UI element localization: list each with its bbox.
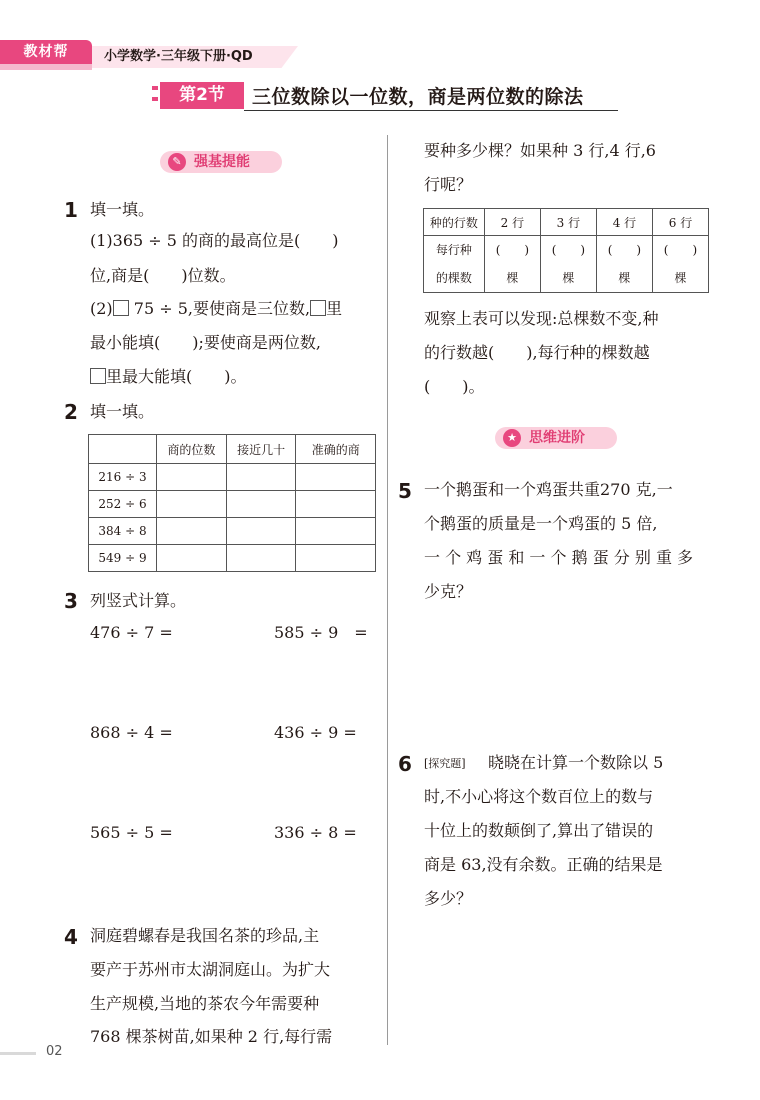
- q3-item: 868 ÷ 4 =: [90, 723, 173, 742]
- q2-header-cell: 接近几十: [226, 435, 296, 464]
- q4-line: 要产于苏州市太湖洞庭山。为扩大: [90, 960, 331, 979]
- q4-paren: ( ): [663, 243, 698, 257]
- q4-row2-label: [424, 236, 485, 293]
- q6-line: 晓晓在计算一个数除以 5: [488, 753, 664, 772]
- q5-line: 个鹅蛋的质量是一个鸡蛋的 5 倍,: [424, 514, 658, 533]
- q1-title: 填一填。: [90, 200, 155, 219]
- q2-answer-cell[interactable]: [296, 491, 376, 518]
- q5-line: 一 个 鸡 蛋 和 一 个 鹅 蛋 分 别 重 多: [424, 548, 694, 567]
- section-badge-mark: [152, 97, 158, 101]
- q2-header-cell: 商的位数: [157, 435, 227, 464]
- q2-answer-cell[interactable]: [157, 545, 227, 572]
- pill-advanced-label: 思维进阶: [529, 430, 585, 446]
- q1-line1: (1)365 ÷ 5 的商的最高位是( ): [90, 231, 339, 250]
- q4-col-header: 4 行: [596, 209, 652, 236]
- q2-answer-cell[interactable]: [157, 518, 227, 545]
- q6-line: 多少？: [424, 889, 473, 908]
- q4-unit: 棵: [674, 271, 687, 285]
- q2-title: 填一填。: [90, 402, 155, 421]
- question-number-3: 3: [64, 589, 78, 613]
- section-title-underline: [244, 110, 618, 111]
- q4-line: 768 棵茶树苗,如果种 2 行,每行需: [90, 1027, 333, 1046]
- section-title: 三位数除以一位数，商是两位数的除法: [252, 86, 584, 108]
- question-number-1: 1: [64, 198, 78, 222]
- q5-line: 少克？: [424, 582, 473, 601]
- pencil-icon: ✎: [168, 153, 186, 171]
- q4-unit: 棵: [506, 271, 519, 285]
- q1-line3-end: 里: [326, 299, 343, 318]
- q4-answer-cell[interactable]: [484, 236, 540, 293]
- q4-col-header: 3 行: [540, 209, 596, 236]
- question-number-6: 6: [398, 752, 412, 776]
- pill-advanced: [495, 427, 617, 449]
- answer-box[interactable]: [310, 300, 326, 316]
- question-number-2: 2: [64, 400, 78, 424]
- q4-row2-label-a: 每行种: [435, 243, 472, 257]
- q2-row-label: 216 ÷ 3: [89, 464, 157, 491]
- q1-line5-wrap: [90, 366, 247, 388]
- section-badge: 第2节: [160, 82, 244, 109]
- q4-after-line: ( )。: [424, 377, 485, 396]
- q1-line2: 位,商是( )位数。: [90, 266, 236, 285]
- q3-item: 336 ÷ 8 =: [274, 823, 357, 842]
- q2-row-label: 252 ÷ 6: [89, 491, 157, 518]
- q4-unit: 棵: [618, 271, 631, 285]
- q2-answer-cell[interactable]: [157, 491, 227, 518]
- q4-cont-line: 要种多少棵？如果种 3 行,4 行,6: [424, 141, 656, 160]
- q2-answer-cell[interactable]: [226, 491, 296, 518]
- q4-table: [423, 208, 709, 293]
- question-number-5: 5: [398, 479, 412, 503]
- section-badge-mark: [152, 86, 158, 90]
- q2-answer-cell[interactable]: [226, 545, 296, 572]
- q4-line: 洞庭碧螺春是我国名茶的珍品,主: [90, 926, 320, 945]
- medal-icon: ★: [503, 429, 521, 447]
- q1-part2-label: (2): [90, 299, 113, 318]
- q2-header-cell: 准确的商: [296, 435, 376, 464]
- q6-line: 十位上的数颠倒了,算出了错误的: [424, 821, 654, 840]
- q2-row-label: 549 ÷ 9: [89, 545, 157, 572]
- q4-col-header: 6 行: [652, 209, 708, 236]
- q4-col-header: 2 行: [484, 209, 540, 236]
- q4-row-label: 种的行数: [424, 209, 485, 236]
- q5-line: 一个鹅蛋和一个鸡蛋共重270 克,一: [424, 480, 673, 499]
- q4-answer-cell[interactable]: [596, 236, 652, 293]
- q1-line3: [90, 298, 342, 320]
- q3-title: 列竖式计算。: [90, 591, 187, 610]
- q1-line3-text: 75 ÷ 5,要使商是三位数,: [133, 299, 311, 318]
- q4-answer-cell[interactable]: [652, 236, 708, 293]
- q2-answer-cell[interactable]: [296, 464, 376, 491]
- column-divider: [387, 135, 388, 1045]
- q4-unit: 棵: [562, 271, 575, 285]
- q3-item: 476 ÷ 7 =: [90, 623, 173, 642]
- q6-line: 商是 63,没有余数。正确的结果是: [424, 855, 663, 874]
- q6-line: 时,不小心将这个数百位上的数与: [424, 787, 654, 806]
- pill-basic: [160, 151, 282, 173]
- q3-item: 436 ÷ 9 =: [274, 723, 357, 742]
- q4-after-line: 观察上表可以发现:总棵数不变,种: [424, 309, 659, 328]
- q4-paren: ( ): [495, 243, 530, 257]
- q2-answer-cell[interactable]: [296, 545, 376, 572]
- q4-answer-cell[interactable]: [540, 236, 596, 293]
- brand-tag: 教材帮: [0, 40, 92, 64]
- question-number-4: 4: [64, 925, 78, 949]
- q4-row2-label-b: 的棵数: [435, 271, 472, 285]
- q1-line4: 最小能填( );要使商是两位数,: [90, 333, 321, 352]
- q2-table: [88, 434, 376, 572]
- q2-answer-cell[interactable]: [226, 464, 296, 491]
- answer-box[interactable]: [113, 300, 129, 316]
- q2-answer-cell[interactable]: [226, 518, 296, 545]
- q3-item: 585 ÷ 9 =: [274, 623, 368, 642]
- q2-answer-cell[interactable]: [296, 518, 376, 545]
- q2-header-cell: [89, 435, 157, 464]
- q4-after-line: 的行数越( ),每行种的棵数越: [424, 343, 650, 362]
- q2-row-label: 384 ÷ 8: [89, 518, 157, 545]
- q1-line5: 里最大能填( )。: [106, 367, 247, 386]
- answer-box[interactable]: [90, 368, 106, 384]
- q4-line: 生产规模,当地的茶农今年需要种: [90, 994, 320, 1013]
- brand-tag-underline: [0, 64, 92, 70]
- q4-paren: ( ): [607, 243, 642, 257]
- q6-tag: [探究题]: [424, 757, 466, 770]
- book-title: 小学数学·三年级下册·QD: [104, 49, 253, 64]
- page-number: 02: [46, 1044, 63, 1059]
- footer-line: [0, 1052, 36, 1055]
- pill-basic-label: 强基提能: [194, 154, 250, 170]
- q2-answer-cell[interactable]: [157, 464, 227, 491]
- q4-paren: ( ): [551, 243, 586, 257]
- q4-cont-line: 行呢？: [424, 175, 473, 194]
- q3-item: 565 ÷ 5 =: [90, 823, 173, 842]
